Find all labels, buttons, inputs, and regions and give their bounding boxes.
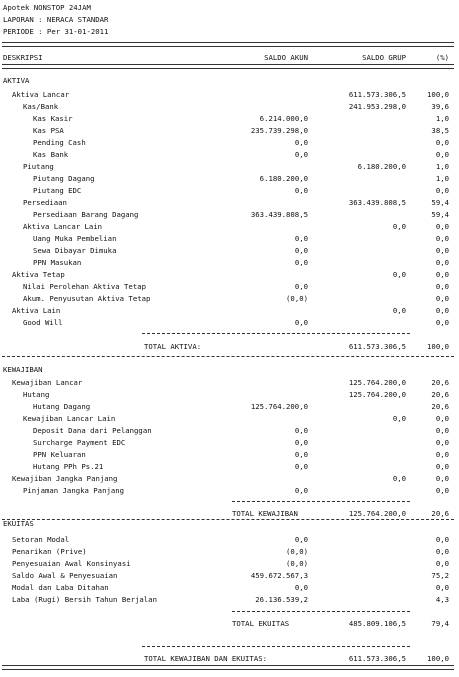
row-modal-dan-laba-ditahan-label: Modal dan Laba Ditahan: [12, 583, 109, 592]
row-kas-psa-label: Kas PSA: [33, 126, 64, 135]
row-kewajiban-label: KEWAJIBAN: [3, 365, 43, 374]
grand-total-rule-top: [142, 646, 410, 647]
row-aktiva-lain-pct: 0,0: [435, 306, 449, 315]
report-period: PERIODE : Per 31-01-2011: [3, 27, 109, 36]
row-uang-muka-pembelian-label: Uang Muka Pembelian: [33, 234, 117, 243]
row-penyesuaian-awal-konsinyasi-akun: (0,0): [286, 559, 308, 568]
row-total-aktiva-pct: 100,0: [427, 342, 449, 351]
row-aktiva-lain-label: Aktiva Lain: [12, 306, 61, 315]
row-pending-cash-pct: 0,0: [435, 138, 449, 147]
row-total-ekuitas-pct: 79,4: [431, 619, 449, 628]
row-total-kewajiban-label: TOTAL KEWAJIBAN: [232, 509, 298, 518]
row-total-ekuitas-label: TOTAL EKUITAS: [232, 619, 290, 628]
row-uang-muka-pembelian-pct: 0,0: [435, 234, 449, 243]
row-hutang-pph-ps-21-akun: 0,0: [294, 462, 308, 471]
row-deposit-dana-dari-pelanggan-pct: 0,0: [435, 426, 449, 435]
row-kewajiban-jangka-panjang-grup: 0,0: [392, 474, 406, 483]
row-deposit-dana-dari-pelanggan-akun: 0,0: [294, 426, 308, 435]
row-good-will-akun: 0,0: [294, 318, 308, 327]
row-hutang-dagang-label: Hutang Dagang: [33, 402, 91, 411]
row-hutang-pph-ps-21-label: Hutang PPh Ps.21: [33, 462, 104, 471]
row-persediaan-grup: 363.439.808,5: [348, 198, 406, 207]
row-saldo-awal-penyesuaian-label: Saldo Awal & Penyesuaian: [12, 571, 118, 580]
row-hutang-dagang-pct: 20,6: [431, 402, 449, 411]
row-sewa-dibayar-dimuka-akun: 0,0: [294, 246, 308, 255]
row-good-will-pct: 0,0: [435, 318, 449, 327]
row-piutang-dagang-akun: 6.180.200,0: [259, 174, 308, 183]
total-aktiva-rule: [142, 333, 410, 334]
row-laba-rugi-bersih-tahun-berjalan-akun: 26.136.539,2: [255, 595, 308, 604]
row-hutang-grup: 125.764.200,0: [348, 390, 406, 399]
row-surcharge-payment-edc-label: Surcharge Payment EDC: [33, 438, 126, 447]
header-bottom-divider: [2, 64, 454, 69]
row-hutang-pct: 20,6: [431, 390, 449, 399]
row-persediaan-pct: 59,4: [431, 198, 449, 207]
row-laba-rugi-bersih-tahun-berjalan-label: Laba (Rugi) Bersih Tahun Berjalan: [12, 595, 157, 604]
row-piutang-label: Piutang: [23, 162, 54, 171]
row-ppn-keluaran-label: PPN Keluaran: [33, 450, 86, 459]
row-surcharge-payment-edc-pct: 0,0: [435, 438, 449, 447]
row-kas-kasir-label: Kas Kasir: [33, 114, 73, 123]
row-aktiva-tetap-pct: 0,0: [435, 270, 449, 279]
row-nilai-perolehan-aktiva-tetap-pct: 0,0: [435, 282, 449, 291]
row-pending-cash-label: Pending Cash: [33, 138, 86, 147]
row-kas-psa-pct: 38,5: [431, 126, 449, 135]
section-divider-aktiva: [2, 356, 454, 357]
row-total-kewajiban-dan-ekuitas-label: TOTAL KEWAJIBAN DAN EKUITAS:: [144, 654, 268, 663]
row-setoran-modal-pct: 0,0: [435, 535, 449, 544]
row-aktiva-lancar-label: Aktiva Lancar: [12, 90, 70, 99]
row-sewa-dibayar-dimuka-pct: 0,0: [435, 246, 449, 255]
row-kas-kasir-akun: 6.214.000,0: [259, 114, 308, 123]
row-uang-muka-pembelian-akun: 0,0: [294, 234, 308, 243]
grand-total-rule-bottom: [2, 665, 454, 670]
row-modal-dan-laba-ditahan-pct: 0,0: [435, 583, 449, 592]
row-piutang-edc-pct: 0,0: [435, 186, 449, 195]
row-ppn-masukan-akun: 0,0: [294, 258, 308, 267]
row-akum-penyusutan-aktiva-tetap-label: Akum. Penyusutan Aktiva Tetap: [23, 294, 151, 303]
row-piutang-grup: 6.180.200,0: [357, 162, 406, 171]
row-penarikan-prive-label: Penarikan (Prive): [12, 547, 87, 556]
row-aktiva-tetap-label: Aktiva Tetap: [12, 270, 65, 279]
row-ppn-keluaran-akun: 0,0: [294, 450, 308, 459]
row-total-aktiva-label: TOTAL AKTIVA:: [144, 342, 202, 351]
row-sewa-dibayar-dimuka-label: Sewa Dibayar Dimuka: [33, 246, 117, 255]
row-piutang-pct: 1,0: [435, 162, 449, 171]
row-saldo-awal-penyesuaian-pct: 75,2: [431, 571, 449, 580]
row-total-aktiva-grup: 611.573.306,5: [348, 342, 406, 351]
row-aktiva-lancar-pct: 100,0: [427, 90, 449, 99]
row-kewajiban-jangka-panjang-pct: 0,0: [435, 474, 449, 483]
row-persediaan-barang-dagang-akun: 363.439.808,5: [250, 210, 308, 219]
row-penarikan-prive-akun: (0,0): [286, 547, 308, 556]
col-header-percent: (%): [435, 53, 449, 62]
report-title: LAPORAN : NERACA STANDAR: [3, 15, 109, 24]
row-aktiva-tetap-grup: 0,0: [392, 270, 406, 279]
row-persediaan-label: Persediaan: [23, 198, 67, 207]
col-header-description: DESKRIPSI: [3, 53, 43, 62]
row-akum-penyusutan-aktiva-tetap-pct: 0,0: [435, 294, 449, 303]
row-piutang-dagang-pct: 1,0: [435, 174, 449, 183]
row-kewajiban-lancar-lain-grup: 0,0: [392, 414, 406, 423]
row-aktiva-lancar-lain-pct: 0,0: [435, 222, 449, 231]
section-divider-kewajiban: [2, 519, 454, 520]
row-kas-bank-label: Kas Bank: [33, 150, 69, 159]
row-akum-penyusutan-aktiva-tetap-akun: (0,0): [286, 294, 308, 303]
col-header-saldo-akun: SALDO AKUN: [264, 53, 308, 62]
row-kewajiban-jangka-panjang-label: Kewajiban Jangka Panjang: [12, 474, 118, 483]
row-kewajiban-lancar-grup: 125.764.200,0: [348, 378, 406, 387]
row-piutang-edc-akun: 0,0: [294, 186, 308, 195]
row-deposit-dana-dari-pelanggan-label: Deposit Dana dari Pelanggan: [33, 426, 152, 435]
header-top-divider: [2, 42, 454, 47]
row-total-kewajiban-pct: 20,6: [431, 509, 449, 518]
row-aktiva-lancar-grup: 611.573.306,5: [348, 90, 406, 99]
row-kas-bank-pct: 39,6: [431, 102, 449, 111]
row-good-will-label: Good Will: [23, 318, 63, 327]
row-ppn-masukan-label: PPN Masukan: [33, 258, 82, 267]
row-hutang-pph-ps-21-pct: 0,0: [435, 462, 449, 471]
row-piutang-dagang-label: Piutang Dagang: [33, 174, 95, 183]
row-nilai-perolehan-aktiva-tetap-label: Nilai Perolehan Aktiva Tetap: [23, 282, 147, 291]
row-laba-rugi-bersih-tahun-berjalan-pct: 4,3: [435, 595, 449, 604]
row-pinjaman-jangka-panjang-label: Pinjaman Jangka Panjang: [23, 486, 125, 495]
total-kewajiban-rule: [232, 501, 410, 502]
row-aktiva-label: AKTIVA: [3, 76, 30, 85]
row-aktiva-lancar-lain-label: Aktiva Lancar Lain: [23, 222, 103, 231]
company-name: Apotek NONSTOP 24JAM: [3, 3, 91, 12]
row-ppn-masukan-pct: 0,0: [435, 258, 449, 267]
row-kewajiban-lancar-label: Kewajiban Lancar: [12, 378, 83, 387]
row-pending-cash-akun: 0,0: [294, 138, 308, 147]
row-kas-bank-label: Kas/Bank: [23, 102, 59, 111]
row-setoran-modal-label: Setoran Modal: [12, 535, 70, 544]
row-ppn-keluaran-pct: 0,0: [435, 450, 449, 459]
col-header-saldo-grup: SALDO GRUP: [362, 53, 406, 62]
row-penarikan-prive-pct: 0,0: [435, 547, 449, 556]
row-setoran-modal-akun: 0,0: [294, 535, 308, 544]
row-total-ekuitas-grup: 485.809.106,5: [348, 619, 406, 628]
row-hutang-dagang-akun: 125.764.200,0: [250, 402, 308, 411]
row-persediaan-barang-dagang-pct: 59,4: [431, 210, 449, 219]
row-pinjaman-jangka-panjang-akun: 0,0: [294, 486, 308, 495]
row-kewajiban-lancar-lain-label: Kewajiban Lancar Lain: [23, 414, 116, 423]
row-total-kewajiban-grup: 125.764.200,0: [348, 509, 406, 518]
row-kas-bank-grup: 241.953.298,0: [348, 102, 406, 111]
row-kas-bank-pct: 0,0: [435, 150, 449, 159]
row-nilai-perolehan-aktiva-tetap-akun: 0,0: [294, 282, 308, 291]
row-ekuitas-label: EKUITAS: [3, 519, 34, 528]
row-kas-bank-akun: 0,0: [294, 150, 308, 159]
row-surcharge-payment-edc-akun: 0,0: [294, 438, 308, 447]
row-total-kewajiban-dan-ekuitas-pct: 100,0: [427, 654, 449, 663]
row-pinjaman-jangka-panjang-pct: 0,0: [435, 486, 449, 495]
row-kewajiban-lancar-lain-pct: 0,0: [435, 414, 449, 423]
row-aktiva-lancar-lain-grup: 0,0: [392, 222, 406, 231]
row-piutang-edc-label: Piutang EDC: [33, 186, 82, 195]
total-ekuitas-rule: [232, 611, 410, 612]
row-kas-kasir-pct: 1,0: [435, 114, 449, 123]
row-aktiva-lain-grup: 0,0: [392, 306, 406, 315]
row-penyesuaian-awal-konsinyasi-label: Penyesuaian Awal Konsinyasi: [12, 559, 131, 568]
row-persediaan-barang-dagang-label: Persediaan Barang Dagang: [33, 210, 139, 219]
row-total-kewajiban-dan-ekuitas-grup: 611.573.306,5: [348, 654, 406, 663]
row-penyesuaian-awal-konsinyasi-pct: 0,0: [435, 559, 449, 568]
row-kas-psa-akun: 235.739.298,0: [250, 126, 308, 135]
row-modal-dan-laba-ditahan-akun: 0,0: [294, 583, 308, 592]
row-hutang-label: Hutang: [23, 390, 50, 399]
row-kewajiban-lancar-pct: 20,6: [431, 378, 449, 387]
row-saldo-awal-penyesuaian-akun: 459.672.567,3: [250, 571, 308, 580]
